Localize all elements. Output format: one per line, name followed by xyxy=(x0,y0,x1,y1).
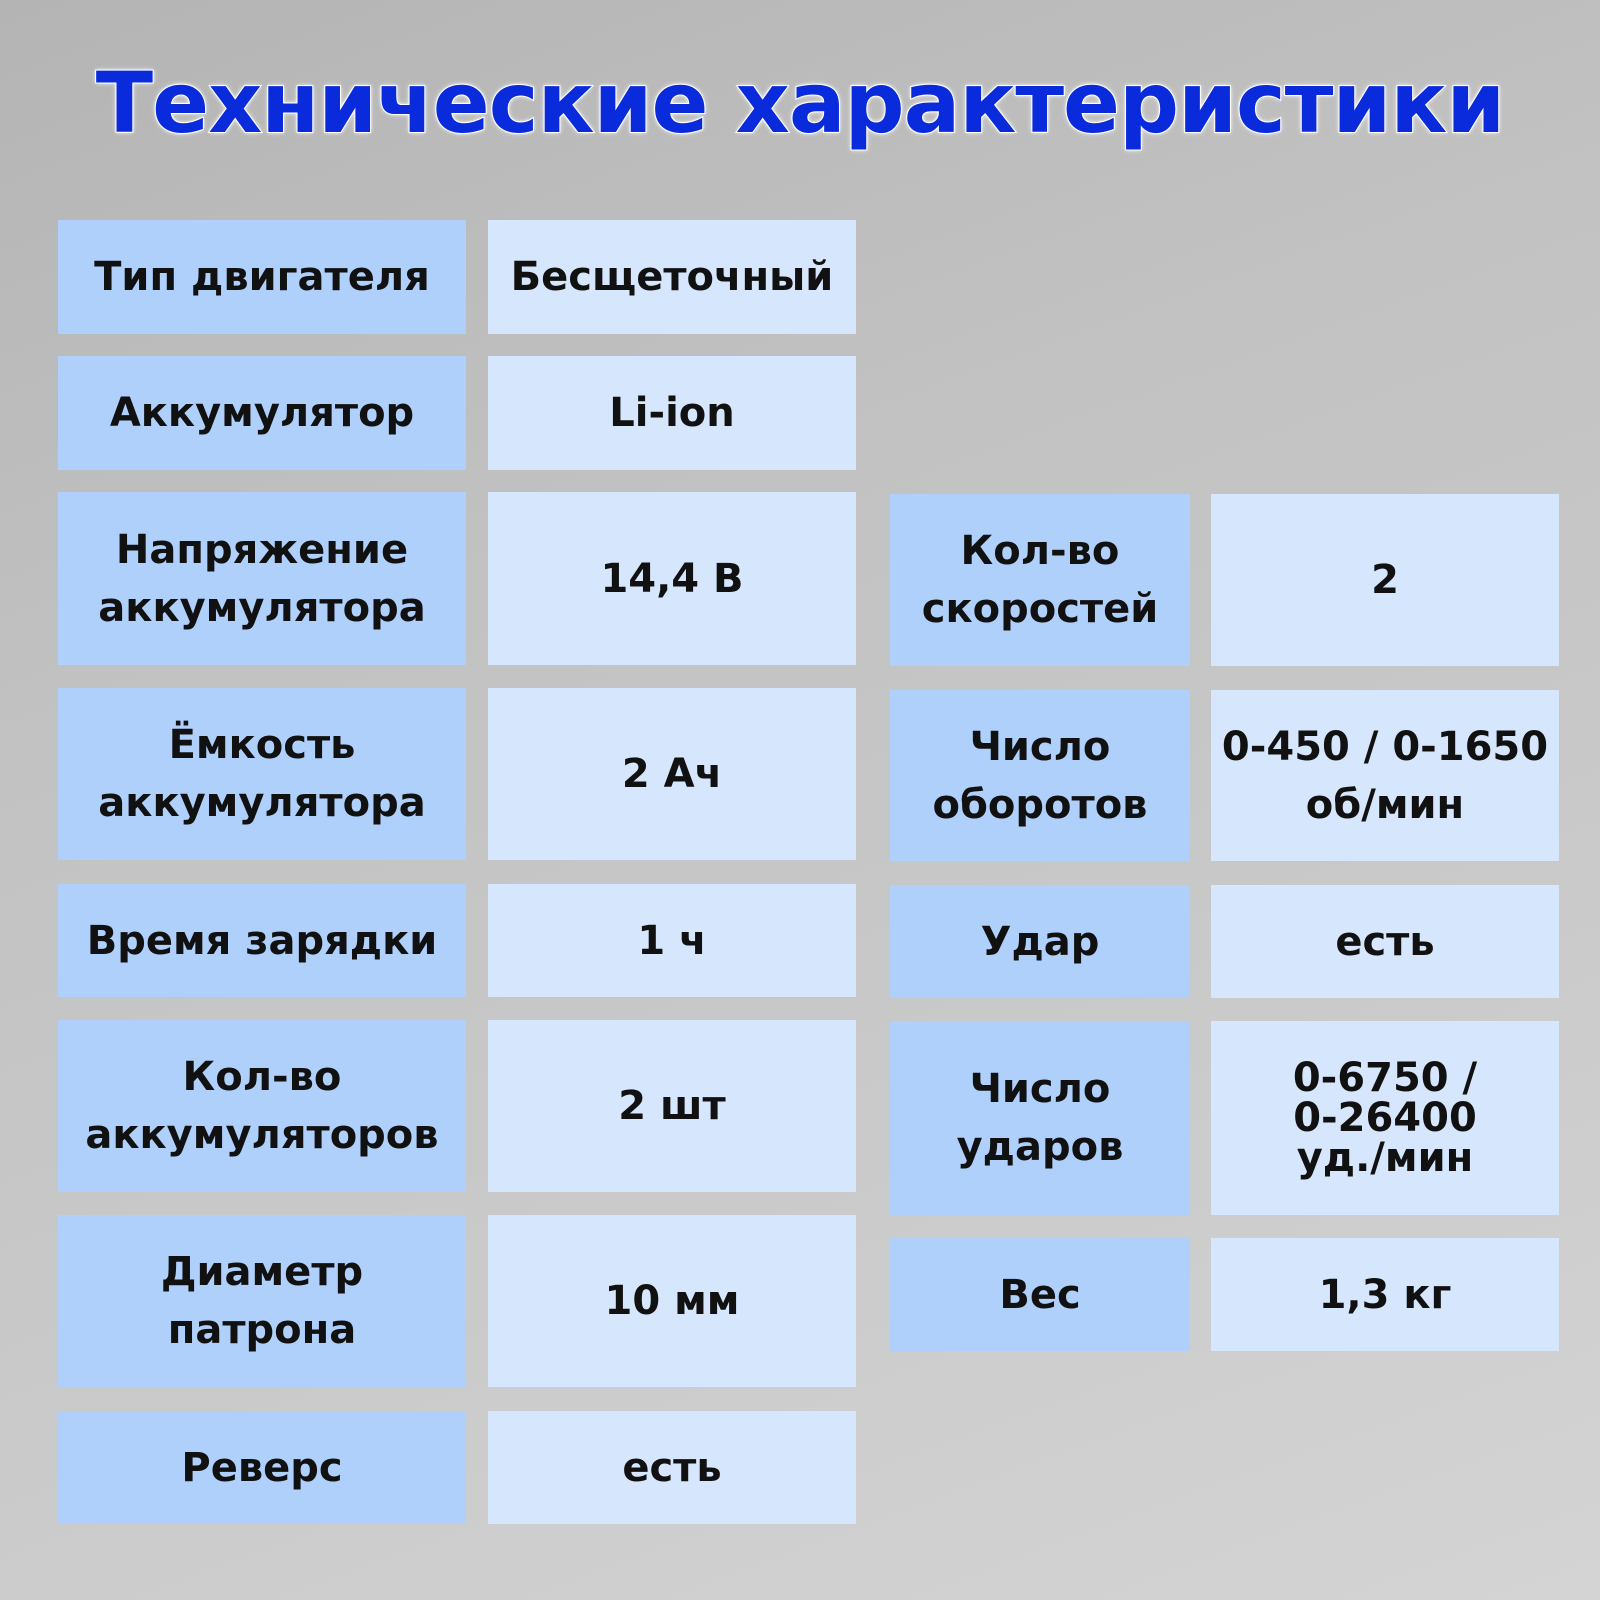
spec-label-chuck-diameter: Диаметр патрона xyxy=(58,1215,466,1387)
spec-value-motor-type: Бесщеточный xyxy=(488,220,856,334)
spec-label-charge-time: Время зарядки xyxy=(58,884,466,997)
spec-label-rpm: Число оборотов xyxy=(890,690,1190,861)
spec-value-rpm: 0-450 / 0-1650 об/мин xyxy=(1211,690,1559,861)
spec-value-impact-rate: 0-6750 / 0-26400 уд./мин xyxy=(1211,1021,1559,1215)
spec-value-charge-time: 1 ч xyxy=(488,884,856,997)
spec-value-voltage: 14,4 В xyxy=(488,492,856,665)
spec-value-battery-count: 2 шт xyxy=(488,1020,856,1192)
page-title: Технические характеристики xyxy=(95,54,1505,152)
spec-value-battery: Li-ion xyxy=(488,356,856,470)
spec-label-voltage: Напряжение аккумулятора xyxy=(58,492,466,665)
spec-label-impact-rate: Число ударов xyxy=(890,1021,1190,1215)
spec-value-speed-count: 2 xyxy=(1211,494,1559,666)
spec-label-battery-count: Кол-во аккумуляторов xyxy=(58,1020,466,1192)
spec-label-impact: Удар xyxy=(890,885,1190,998)
spec-value-impact: есть xyxy=(1211,885,1559,998)
spec-value-weight: 1,3 кг xyxy=(1211,1238,1559,1351)
spec-label-motor-type: Тип двигателя xyxy=(58,220,466,334)
spec-value-capacity: 2 Ач xyxy=(488,688,856,860)
spec-label-speed-count: Кол-во скоростей xyxy=(890,494,1190,666)
spec-label-weight: Вес xyxy=(890,1238,1190,1351)
spec-label-reverse: Реверс xyxy=(58,1411,466,1524)
spec-label-battery: Аккумулятор xyxy=(58,356,466,470)
spec-value-reverse: есть xyxy=(488,1411,856,1524)
spec-label-capacity: Ёмкость аккумулятора xyxy=(58,688,466,860)
spec-value-chuck-diameter: 10 мм xyxy=(488,1215,856,1387)
